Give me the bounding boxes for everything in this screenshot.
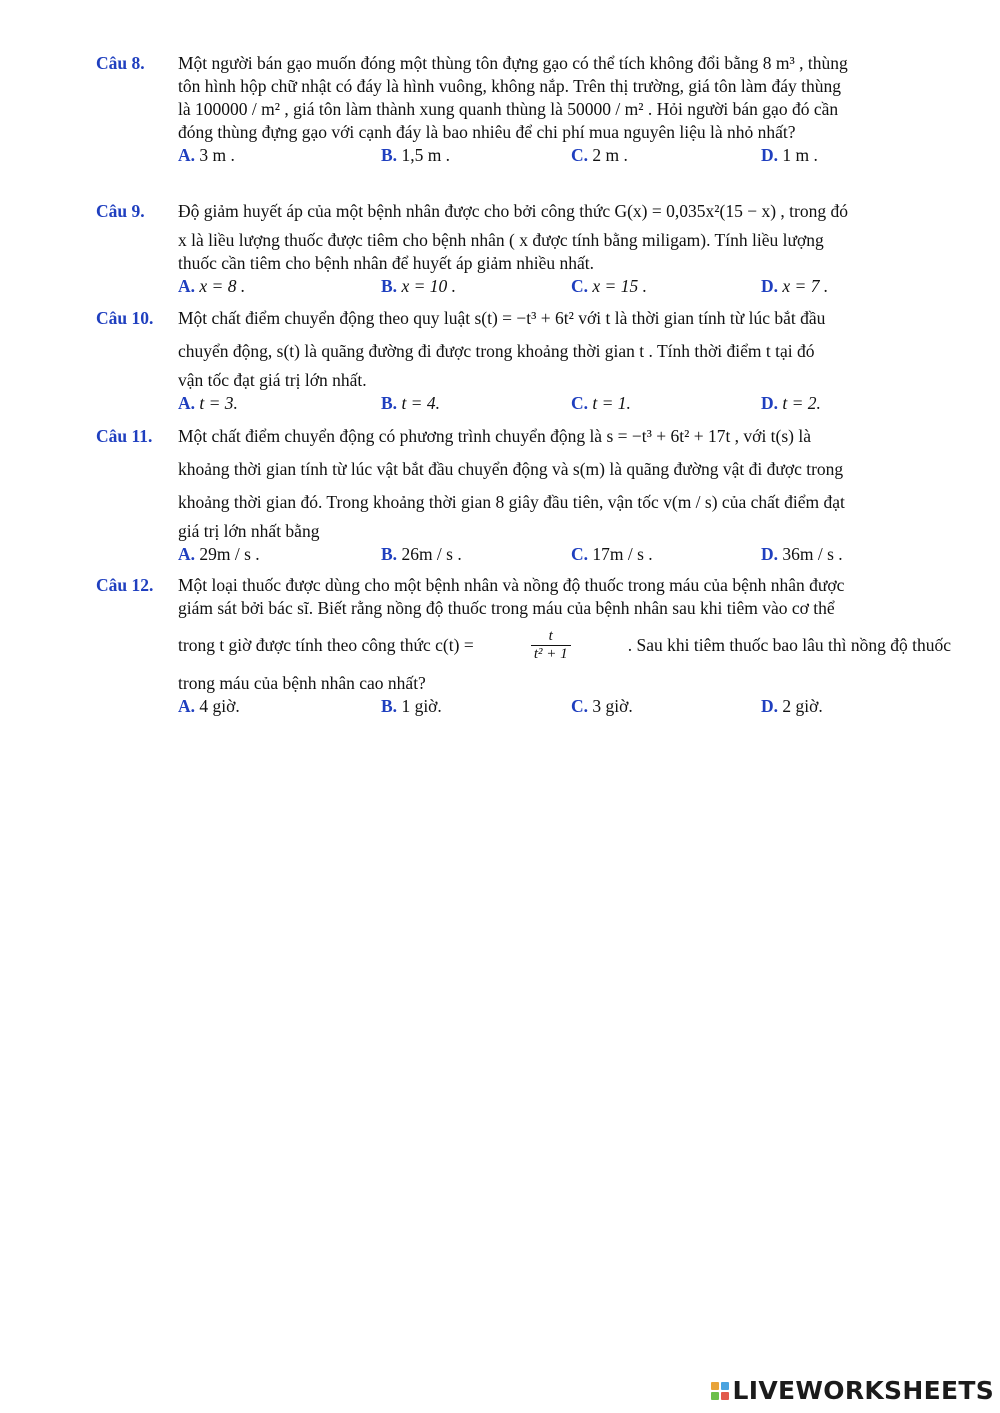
option-label: C. — [571, 393, 589, 413]
question-body — [178, 425, 951, 566]
option-text: 1 giờ. — [401, 696, 442, 716]
option-text: x = 7 . — [782, 276, 829, 296]
option-label: B. — [381, 145, 398, 165]
question-text-line: khoảng thời gian đó. Trong khoảng thời gian 8 giây đầu tiên, vận tốc v(m / s) của chất điểm đạt — [178, 492, 845, 512]
option-d[interactable] — [761, 392, 821, 415]
option-label: C. — [571, 276, 589, 296]
option-text: 29m / s . — [199, 544, 260, 564]
option-a[interactable] — [178, 144, 235, 167]
option-label: D. — [761, 145, 779, 165]
logo-square — [721, 1392, 729, 1400]
option-c[interactable] — [571, 275, 647, 298]
option-text: x = 10 . — [401, 276, 457, 296]
option-a[interactable] — [178, 695, 240, 718]
option-label: B. — [381, 276, 398, 296]
option-text: t = 1. — [592, 393, 631, 413]
answer-options — [178, 695, 951, 718]
logo-square — [711, 1392, 719, 1400]
answer-options — [178, 543, 951, 566]
option-b[interactable] — [381, 275, 456, 298]
option-label: D. — [761, 276, 779, 296]
option-text: x = 8 . — [199, 276, 246, 296]
question-text-line: Độ giảm huyết áp của một bệnh nhân được cho bởi công thức G(x) = 0,035x²(15 − x) , trong đó — [178, 201, 848, 221]
option-text: 17m / s . — [592, 544, 653, 564]
option-label: D. — [761, 393, 779, 413]
option-label: A. — [178, 145, 196, 165]
option-label: A. — [178, 276, 196, 296]
option-label: C. — [571, 696, 589, 716]
option-text: 1 m . — [782, 145, 818, 165]
option-text: 2 m . — [592, 145, 628, 165]
option-label: C. — [571, 544, 589, 564]
option-text: t = 3. — [199, 393, 238, 413]
question-label: Câu 9. — [96, 201, 145, 221]
question-label: Câu 11. — [96, 426, 153, 446]
question-text-line: là 100000 / m² , giá tôn làm thành xung quanh thùng là 50000 / m² . Hỏi người bán gạo đó cần — [178, 99, 839, 119]
question-text-line: chuyển động, s(t) là quãng đường đi được trong khoảng thời gian t . Tính thời điểm t tại đó — [178, 341, 815, 361]
option-label: B. — [381, 393, 398, 413]
logo-square — [721, 1382, 729, 1390]
question-text-line: Một chất điểm chuyển động theo quy luật s(t) = −t³ + 6t² với t là thời gian tính từ lúc bắt đầu — [178, 308, 826, 328]
option-text: 4 giờ. — [199, 696, 240, 716]
option-label: C. — [571, 145, 589, 165]
question-text-line: tôn hình hộp chữ nhật có đáy là hình vuông, không nắp. Trên thị trường, giá tôn làm đáy thùng — [178, 76, 842, 96]
question-text-line: khoảng thời gian tính từ lúc vật bắt đầu chuyển động và s(m) là quãng đường vật đi được trong — [178, 459, 844, 479]
option-label: B. — [381, 544, 398, 564]
logo-square — [711, 1382, 719, 1390]
fraction-numerator: t — [531, 628, 571, 646]
option-label: D. — [761, 696, 779, 716]
option-text: 2 giờ. — [782, 696, 823, 716]
question-label: Câu 12. — [96, 575, 154, 595]
option-text: 3 m . — [199, 145, 235, 165]
option-text: t = 2. — [782, 393, 821, 413]
fraction-formula — [531, 628, 571, 663]
option-d[interactable] — [761, 543, 843, 566]
question-text-line: thuốc cần tiêm cho bệnh nhân để huyết áp giảm nhiều nhất. — [178, 253, 594, 273]
question-text-line: vận tốc đạt giá trị lớn nhất. — [178, 370, 367, 390]
question-text-line: Một chất điểm chuyển động có phương trình chuyển động là s = −t³ + 6t² + 17t , với t(s) là — [178, 426, 812, 446]
liveworksheets-logo — [711, 1376, 994, 1405]
answer-options — [178, 144, 951, 167]
question-text-line: Một loại thuốc được dùng cho một bệnh nhân và nồng độ thuốc trong máu của bệnh nhân được — [178, 575, 845, 595]
option-d[interactable] — [761, 695, 823, 718]
option-c[interactable] — [571, 695, 633, 718]
question-body — [178, 307, 951, 415]
formula-after: . Sau khi tiêm thuốc bao lâu thì nồng độ thuốc — [627, 634, 951, 655]
option-d[interactable] — [761, 144, 818, 167]
option-b[interactable] — [381, 144, 450, 167]
option-b[interactable] — [381, 695, 442, 718]
answer-options — [178, 275, 951, 298]
formula-before: trong t giờ được tính theo công thức c(t) = — [178, 634, 474, 655]
question-label: Câu 10. — [96, 308, 154, 328]
option-c[interactable] — [571, 144, 628, 167]
fraction-denominator: t² + 1 — [533, 645, 568, 662]
option-text: 26m / s . — [401, 544, 462, 564]
question-label: Câu 8. — [96, 53, 145, 73]
question-text-line: giá trị lớn nhất bằng — [178, 521, 320, 541]
question-text-line: x là liều lượng thuốc được tiêm cho bệnh nhân ( x được tính bằng miligam). Tính liều lượng — [178, 230, 824, 250]
question-body — [178, 574, 951, 718]
question-text-line: đóng thùng đựng gạo với cạnh đáy là bao nhiêu để chi phí mua nguyên liệu là nhỏ nhất? — [178, 122, 796, 142]
option-label: B. — [381, 696, 398, 716]
option-b[interactable] — [381, 392, 440, 415]
option-label: D. — [761, 544, 779, 564]
option-label: A. — [178, 544, 196, 564]
answer-options — [178, 392, 951, 415]
option-c[interactable] — [571, 392, 631, 415]
logo-text: LIVEWORKSHEETS — [732, 1376, 994, 1405]
formula-line — [178, 620, 951, 670]
logo-mark-icon — [711, 1382, 729, 1400]
option-label: A. — [178, 393, 196, 413]
question-text-line: giám sát bởi bác sĩ. Biết rằng nồng độ thuốc trong máu của bệnh nhân sau khi tiêm vào cơ thể — [178, 598, 835, 618]
option-d[interactable] — [761, 275, 828, 298]
option-text: x = 15 . — [592, 276, 647, 296]
question-text-line: Một người bán gạo muốn đóng một thùng tôn đựng gạo có thể tích không đổi bằng 8 m³ , thùng — [178, 53, 848, 73]
option-label: A. — [178, 696, 196, 716]
option-text: 36m / s . — [782, 544, 843, 564]
option-a[interactable] — [178, 275, 245, 298]
question-body — [178, 52, 951, 167]
option-text: 1,5 m . — [401, 145, 451, 165]
question-body — [178, 200, 951, 298]
option-b[interactable] — [381, 543, 462, 566]
option-c[interactable] — [571, 543, 653, 566]
option-text: t = 4. — [401, 393, 440, 413]
question-text-line: trong máu của bệnh nhân cao nhất? — [178, 673, 426, 693]
option-text: 3 giờ. — [592, 696, 633, 716]
option-a[interactable] — [178, 543, 260, 566]
option-a[interactable] — [178, 392, 238, 415]
